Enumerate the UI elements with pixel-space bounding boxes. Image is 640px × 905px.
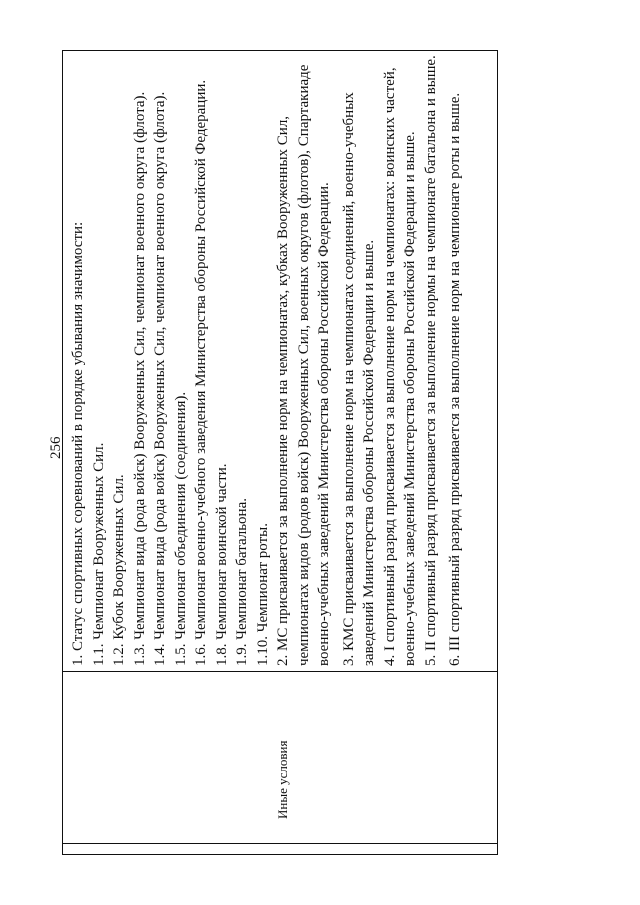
list-item: 3. КМС присваивается за выполнение норм на чемпионатах соединений, военно-учебных заведений Министерства обороны Российской Федерации и выше.	[340, 92, 377, 666]
list-item: 1.9. Чемпионат батальона.	[234, 498, 250, 666]
list-item: 1.5. Чемпионат объединения (соединения).	[172, 391, 189, 666]
list-item: 2. МС присваивается за выполнение норм на чемпионатах, кубках Вооруженных Сил, чемпионатах видов (родов войск) Вооруженных Сил, военных округов (флотов), Спартакиаде военно-учебных заведений Министерства обороны Российской Федерации.	[275, 64, 332, 666]
list-item: 6. III спортивный разряд присваивается за выполнение норм на чемпионате роты и выше.	[447, 92, 463, 666]
list-item: 1.10. Чемпионат роты.	[254, 523, 271, 666]
list-item: 4. I спортивный разряд присваивается за выполнение норм на чемпионатах: воинских частей, военно-учебных заведений Министерства обороны Российской Федерации и выше.	[381, 67, 418, 666]
list-item: 1.1. Чемпионат Вооруженных Сил.	[90, 442, 107, 666]
page-number: 256	[48, 436, 64, 459]
list-item: 1.8. Чемпионат воинской части.	[213, 463, 230, 666]
label-column	[63, 672, 497, 854]
row-label: Иные условия	[275, 740, 290, 819]
conditions-list	[68, 53, 466, 666]
list-item: 1.6. Чемпионат военно-учебного заведения Министерства обороны Российской Федерации.	[193, 79, 209, 666]
list-item: 1.3. Чемпионат вида (рода войск) Вооруженных Сил, чемпионат военного округа (флота).	[131, 91, 148, 666]
conditions-table	[62, 50, 498, 855]
table-divider	[63, 843, 497, 854]
list-item: 1.4. Чемпионат вида (рода войск) Вооруженных Сил, чемпионат военного округа (флота).	[152, 91, 168, 666]
list-item: 1. Статус спортивных соревнований в порядке убывания значимости:	[70, 221, 86, 666]
list-item: 1.2. Кубок Вооруженных Сил.	[111, 474, 127, 666]
list-item: 5. II спортивный разряд присваивается за выполнение нормы на чемпионате батальона и выше.	[422, 55, 439, 666]
content-cell	[63, 51, 497, 672]
